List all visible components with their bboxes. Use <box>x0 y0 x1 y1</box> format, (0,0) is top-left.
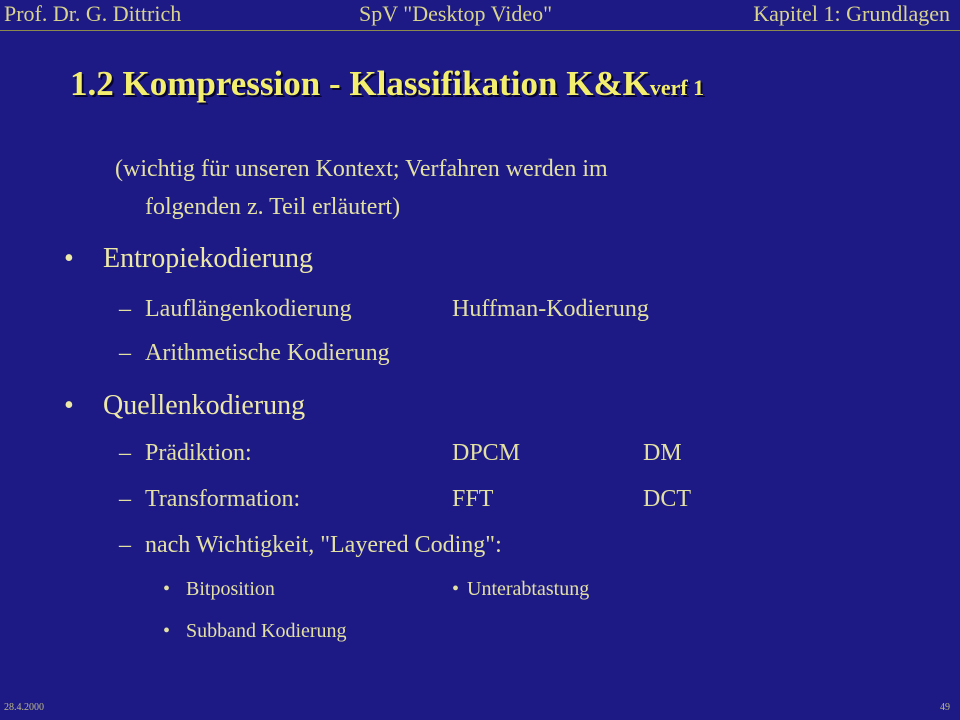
item-col1: nach Wichtigkeit, "Layered Coding": <box>145 532 502 558</box>
header-chapter: Kapitel 1: Grundlagen <box>753 1 950 26</box>
header-course: SpV "Desktop Video" <box>359 1 553 26</box>
header-divider <box>0 30 960 31</box>
sub-bullet-marker: • <box>163 620 171 642</box>
intro-line-2: folgenden z. Teil erläutert) <box>145 194 401 220</box>
item-col3: DCT <box>643 486 691 512</box>
intro-line-1: (wichtig für unseren Kontext; Verfahren werden im <box>115 156 608 182</box>
item-col2: DPCM <box>452 440 521 466</box>
dash-marker: – <box>119 296 131 322</box>
header-author: Prof. Dr. G. Dittrich <box>4 1 182 26</box>
item-col1: Transformation: <box>145 486 301 512</box>
item-col3: DM <box>643 440 682 466</box>
item-col1: Prädiktion: <box>145 440 252 466</box>
footer-date: 28.4.2000 <box>4 702 44 713</box>
dash-marker: – <box>119 440 131 466</box>
sub-item-col2: Unterabtastung <box>467 578 590 600</box>
bullet-label: Entropiekodierung <box>103 243 313 274</box>
item-col1: Lauflängenkodierung <box>145 296 352 322</box>
bullet-label: Quellenkodierung <box>103 390 306 421</box>
sub-item-col1: Subband Kodierung <box>186 620 347 642</box>
dash-marker: – <box>119 486 131 512</box>
sub-item-col1: Bitposition <box>186 578 275 600</box>
sub-bullet-marker: • <box>163 578 171 600</box>
footer-page-number: 49 <box>940 702 950 713</box>
bullet-marker: • <box>64 390 74 421</box>
bullet-marker: • <box>64 243 74 274</box>
sub-bullet-marker: • <box>452 578 460 600</box>
item-col2: Huffman-Kodierung <box>452 296 649 322</box>
slide-title-suffix: verf 1 <box>649 75 705 100</box>
item-col2: FFT <box>452 486 494 512</box>
slide-title <box>70 64 704 104</box>
dash-marker: – <box>119 532 131 558</box>
slide-title-main: 1.2 Kompression - Klassifikation K&K <box>70 64 650 103</box>
item-col1: Arithmetische Kodierung <box>145 340 390 366</box>
dash-marker: – <box>119 340 131 366</box>
slide-header <box>0 0 960 30</box>
